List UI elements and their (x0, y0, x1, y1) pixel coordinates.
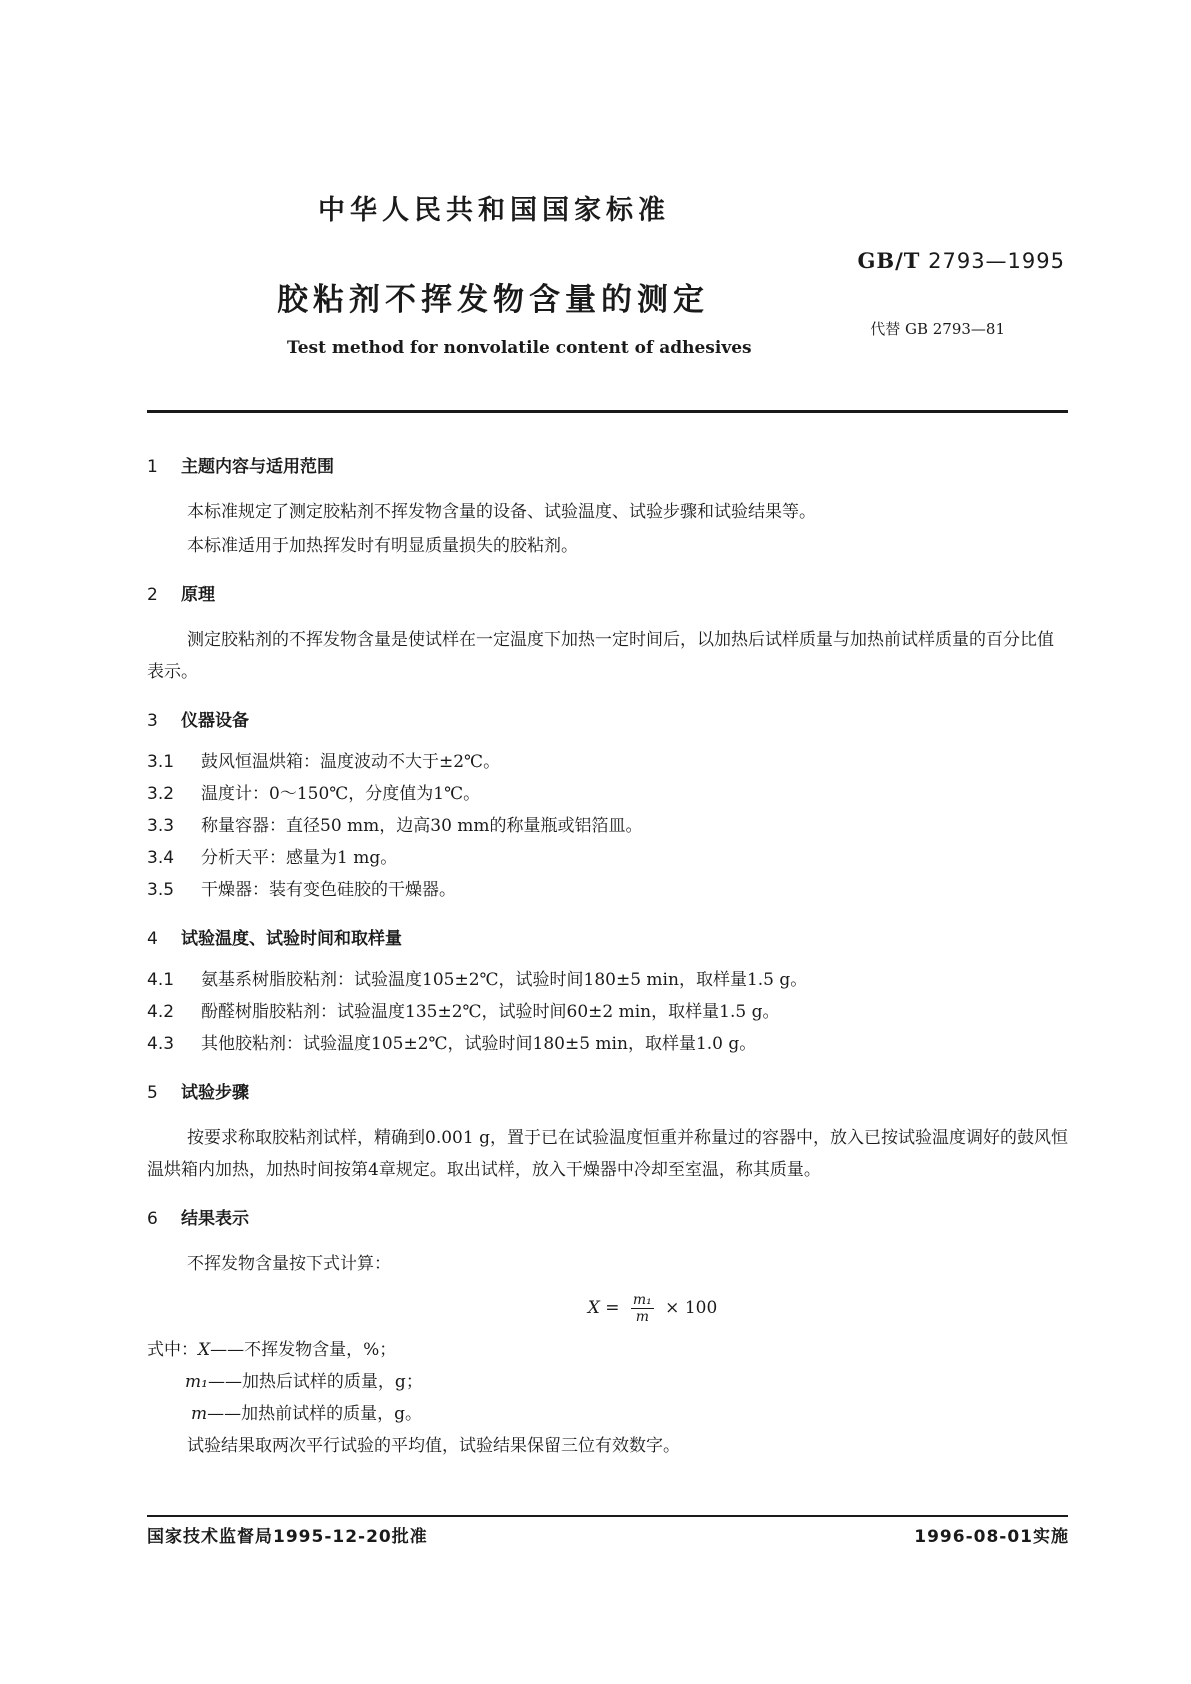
item-text: 分析天平：感量为1 mg。 (201, 848, 398, 868)
item-number: 3.5 (147, 880, 175, 900)
definition-line: 试验结果取两次平行试验的平均值，试验结果保留三位有效数字。 (187, 1436, 680, 1456)
paragraph: 本标准适用于加热挥发时有明显质量损失的胶粘剂。 (187, 536, 578, 556)
list-item (147, 778, 1068, 810)
replaces-note: 代替 GB 2793—81 (870, 320, 1005, 338)
section-title: 原理 (181, 585, 215, 605)
item-number: 3.2 (147, 784, 175, 804)
definition-line (147, 1366, 1068, 1398)
document-title: 胶粘剂不挥发物含量的测定 (277, 282, 709, 318)
section-title: 仪器设备 (181, 711, 249, 731)
paragraph: 测定胶粘剂的不挥发物含量是使试样在一定温度下加热一定时间后，以加热后试样质量与加热前试样质量的百分比值表示。 (147, 630, 1054, 682)
formula-lhs: X (587, 1298, 600, 1318)
formula-fraction (631, 1292, 654, 1325)
list-item (147, 1028, 1068, 1060)
section-heading (147, 927, 1068, 951)
section-title: 主题内容与适用范围 (181, 457, 334, 477)
section-number: 6 (147, 1209, 158, 1229)
definition-symbol: m₁ (185, 1372, 208, 1392)
standard-number (857, 248, 1065, 273)
definition-symbol: X (198, 1340, 211, 1360)
list-item (147, 996, 1068, 1028)
section-number: 4 (147, 929, 158, 949)
formula-equals: = (599, 1298, 625, 1318)
paragraph: 本标准规定了测定胶粘剂不挥发物含量的设备、试验温度、试验步骤和试验结果等。 (187, 502, 816, 522)
list-item (147, 842, 1068, 874)
definition-symbol: m (191, 1404, 208, 1424)
list-item (147, 874, 1068, 906)
item-number: 3.3 (147, 816, 175, 836)
formula-rhs: × 100 (659, 1298, 718, 1318)
definition-line (147, 1334, 1068, 1366)
list-item (147, 810, 1068, 842)
standard-code: 2793—1995 (920, 249, 1065, 273)
definition-text: ——加热后试样的质量，g； (207, 1372, 423, 1392)
item-text: 其他胶粘剂：试验温度105±2℃，试验时间180±5 min，取样量1.0 g。 (201, 1034, 757, 1054)
item-text: 鼓风恒温烘箱：温度波动不大于±2℃。 (201, 752, 501, 772)
item-text: 氨基系树脂胶粘剂：试验温度105±2℃，试验时间180±5 min，取样量1.5 g。 (201, 970, 808, 990)
item-text: 酚醛树脂胶粘剂：试验温度135±2℃，试验时间60±2 min，取样量1.5 g。 (201, 1002, 780, 1022)
country-standard-title: 中华人民共和国国家标准 (318, 195, 670, 226)
paragraph: 按要求称取胶粘剂试样，精确到0.001 g，置于已在试验温度恒重并称量过的容器中，放入已按试验温度调好的鼓风恒温烘箱内加热，加热时间按第4章规定。取出试样，放入干燥器中冷却至室温，称其质量。 (147, 1128, 1068, 1180)
item-number: 3.1 (147, 752, 175, 772)
section-title: 试验温度、试验时间和取样量 (181, 929, 402, 949)
section-title: 试验步骤 (181, 1083, 249, 1103)
definition-line (147, 1398, 1068, 1430)
section-number: 3 (147, 711, 158, 731)
item-text: 干燥器：装有变色硅胶的干燥器。 (201, 880, 456, 900)
definition-text: ——不挥发物含量，%； (210, 1340, 397, 1360)
definition-prefix: 式中： (147, 1340, 198, 1360)
effective-date: 1996-08-01实施 (914, 1527, 1069, 1547)
section-title: 结果表示 (181, 1209, 249, 1229)
section-heading (147, 1081, 1068, 1105)
formula-definitions (147, 1334, 1068, 1462)
item-number: 4.1 (147, 970, 175, 990)
header-divider (147, 410, 1068, 413)
definition-text: ——加热前试样的质量，g。 (207, 1404, 423, 1424)
item-text: 温度计：0～150℃，分度值为1℃。 (201, 784, 481, 804)
formula-numerator: m₁ (632, 1292, 652, 1308)
footer-divider (147, 1515, 1068, 1517)
english-title: Test method for nonvolatile content of adhesives (287, 338, 752, 358)
formula-denominator: m (635, 1309, 649, 1325)
section-number: 1 (147, 457, 158, 477)
item-text: 称量容器：直径50 mm，边高30 mm的称量瓶或铝箔皿。 (201, 816, 643, 836)
formula (237, 1288, 1068, 1328)
list-item (147, 964, 1068, 996)
item-number: 4.3 (147, 1034, 175, 1054)
section-heading (147, 455, 1068, 479)
standard-prefix: GB/T (857, 248, 921, 273)
list-item (147, 746, 1068, 778)
approval-date: 国家技术监督局1995-12-20批准 (147, 1527, 428, 1547)
paragraph: 不挥发物含量按下式计算： (187, 1254, 391, 1274)
section-heading (147, 709, 1068, 733)
section-heading (147, 583, 1068, 607)
document-body (147, 455, 1068, 1462)
item-number: 3.4 (147, 848, 175, 868)
section-heading (147, 1207, 1068, 1231)
section-number: 2 (147, 585, 158, 605)
item-number: 4.2 (147, 1002, 175, 1022)
section-number: 5 (147, 1083, 158, 1103)
